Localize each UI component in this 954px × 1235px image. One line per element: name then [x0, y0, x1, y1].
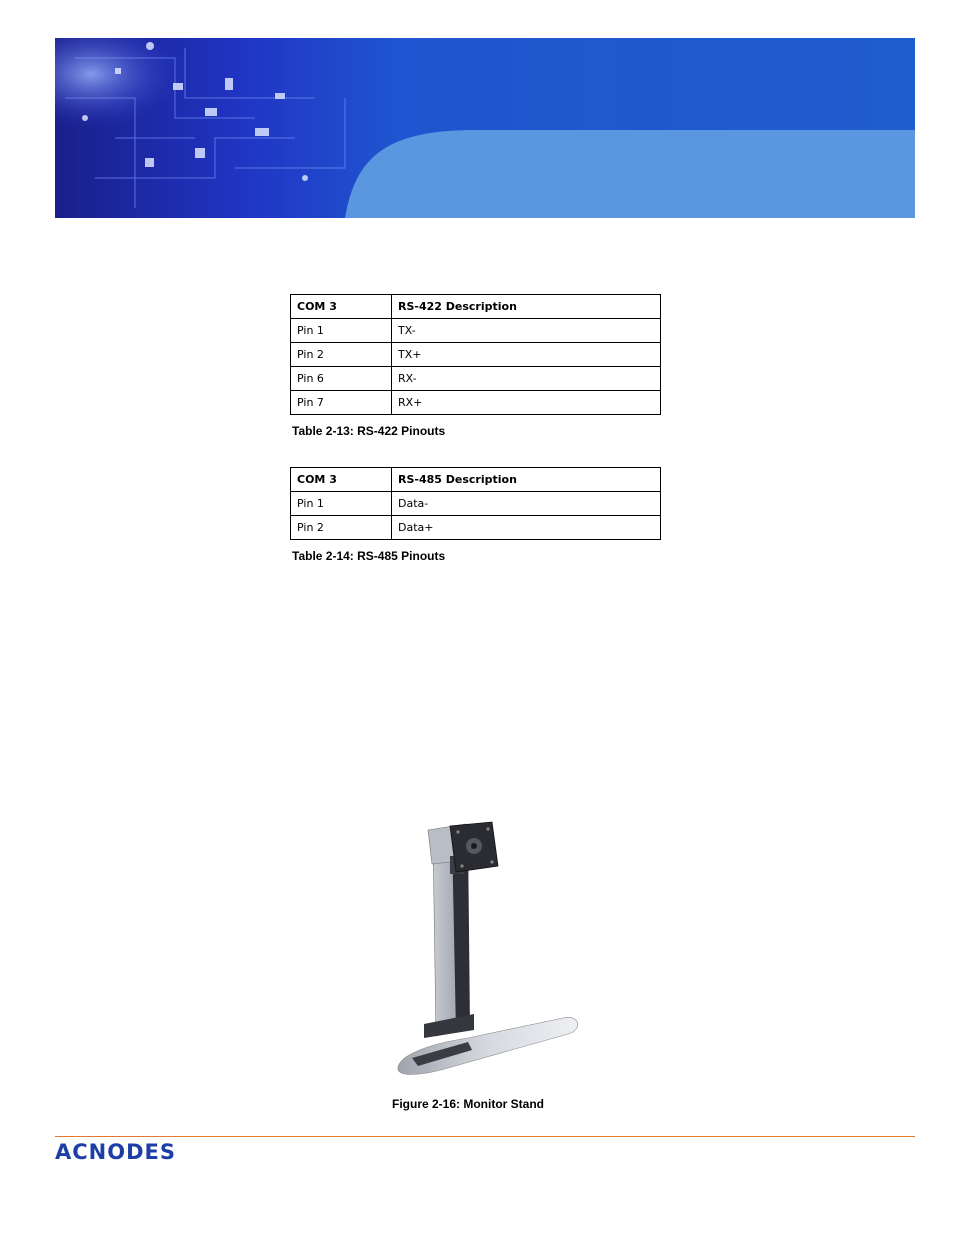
rs485-pinout-table: [290, 467, 661, 540]
table-cell: Pin 2: [291, 343, 392, 367]
table-cell: Data-: [392, 492, 661, 516]
table-header-row: [291, 468, 661, 492]
monitor-stand-image: [388, 808, 588, 1088]
header-banner: [55, 38, 915, 218]
header-cell: RS-422 Description: [392, 295, 661, 319]
table-row: [291, 516, 661, 540]
table-cell: Pin 7: [291, 391, 392, 415]
table-row: [291, 319, 661, 343]
acnodes-logo: ACNODES: [55, 1140, 176, 1164]
table-caption: Table 2-13: RS-422 Pinouts: [292, 424, 446, 438]
table-header-row: [291, 295, 661, 319]
table-cell: Pin 2: [291, 516, 392, 540]
footer-divider: [55, 1136, 915, 1137]
header-cell: COM 3: [291, 295, 392, 319]
table-cell: Data+: [392, 516, 661, 540]
table-row: [291, 391, 661, 415]
table-row: [291, 492, 661, 516]
table-row: [291, 343, 661, 367]
table-cell: RX-: [392, 367, 661, 391]
header-cell: COM 3: [291, 468, 392, 492]
table-caption: Table 2-14: RS-485 Pinouts: [292, 549, 446, 563]
table-cell: TX+: [392, 343, 661, 367]
circuit-board-banner-graphic: [55, 38, 915, 218]
header-cell: RS-485 Description: [392, 468, 661, 492]
table-cell: RX+: [392, 391, 661, 415]
table-row: [291, 367, 661, 391]
table-cell: Pin 1: [291, 319, 392, 343]
table-cell: TX-: [392, 319, 661, 343]
table-cell: Pin 6: [291, 367, 392, 391]
table-cell: Pin 1: [291, 492, 392, 516]
rs422-pinout-table: [290, 294, 661, 415]
figure-caption: Figure 2-16: Monitor Stand: [392, 1097, 545, 1111]
